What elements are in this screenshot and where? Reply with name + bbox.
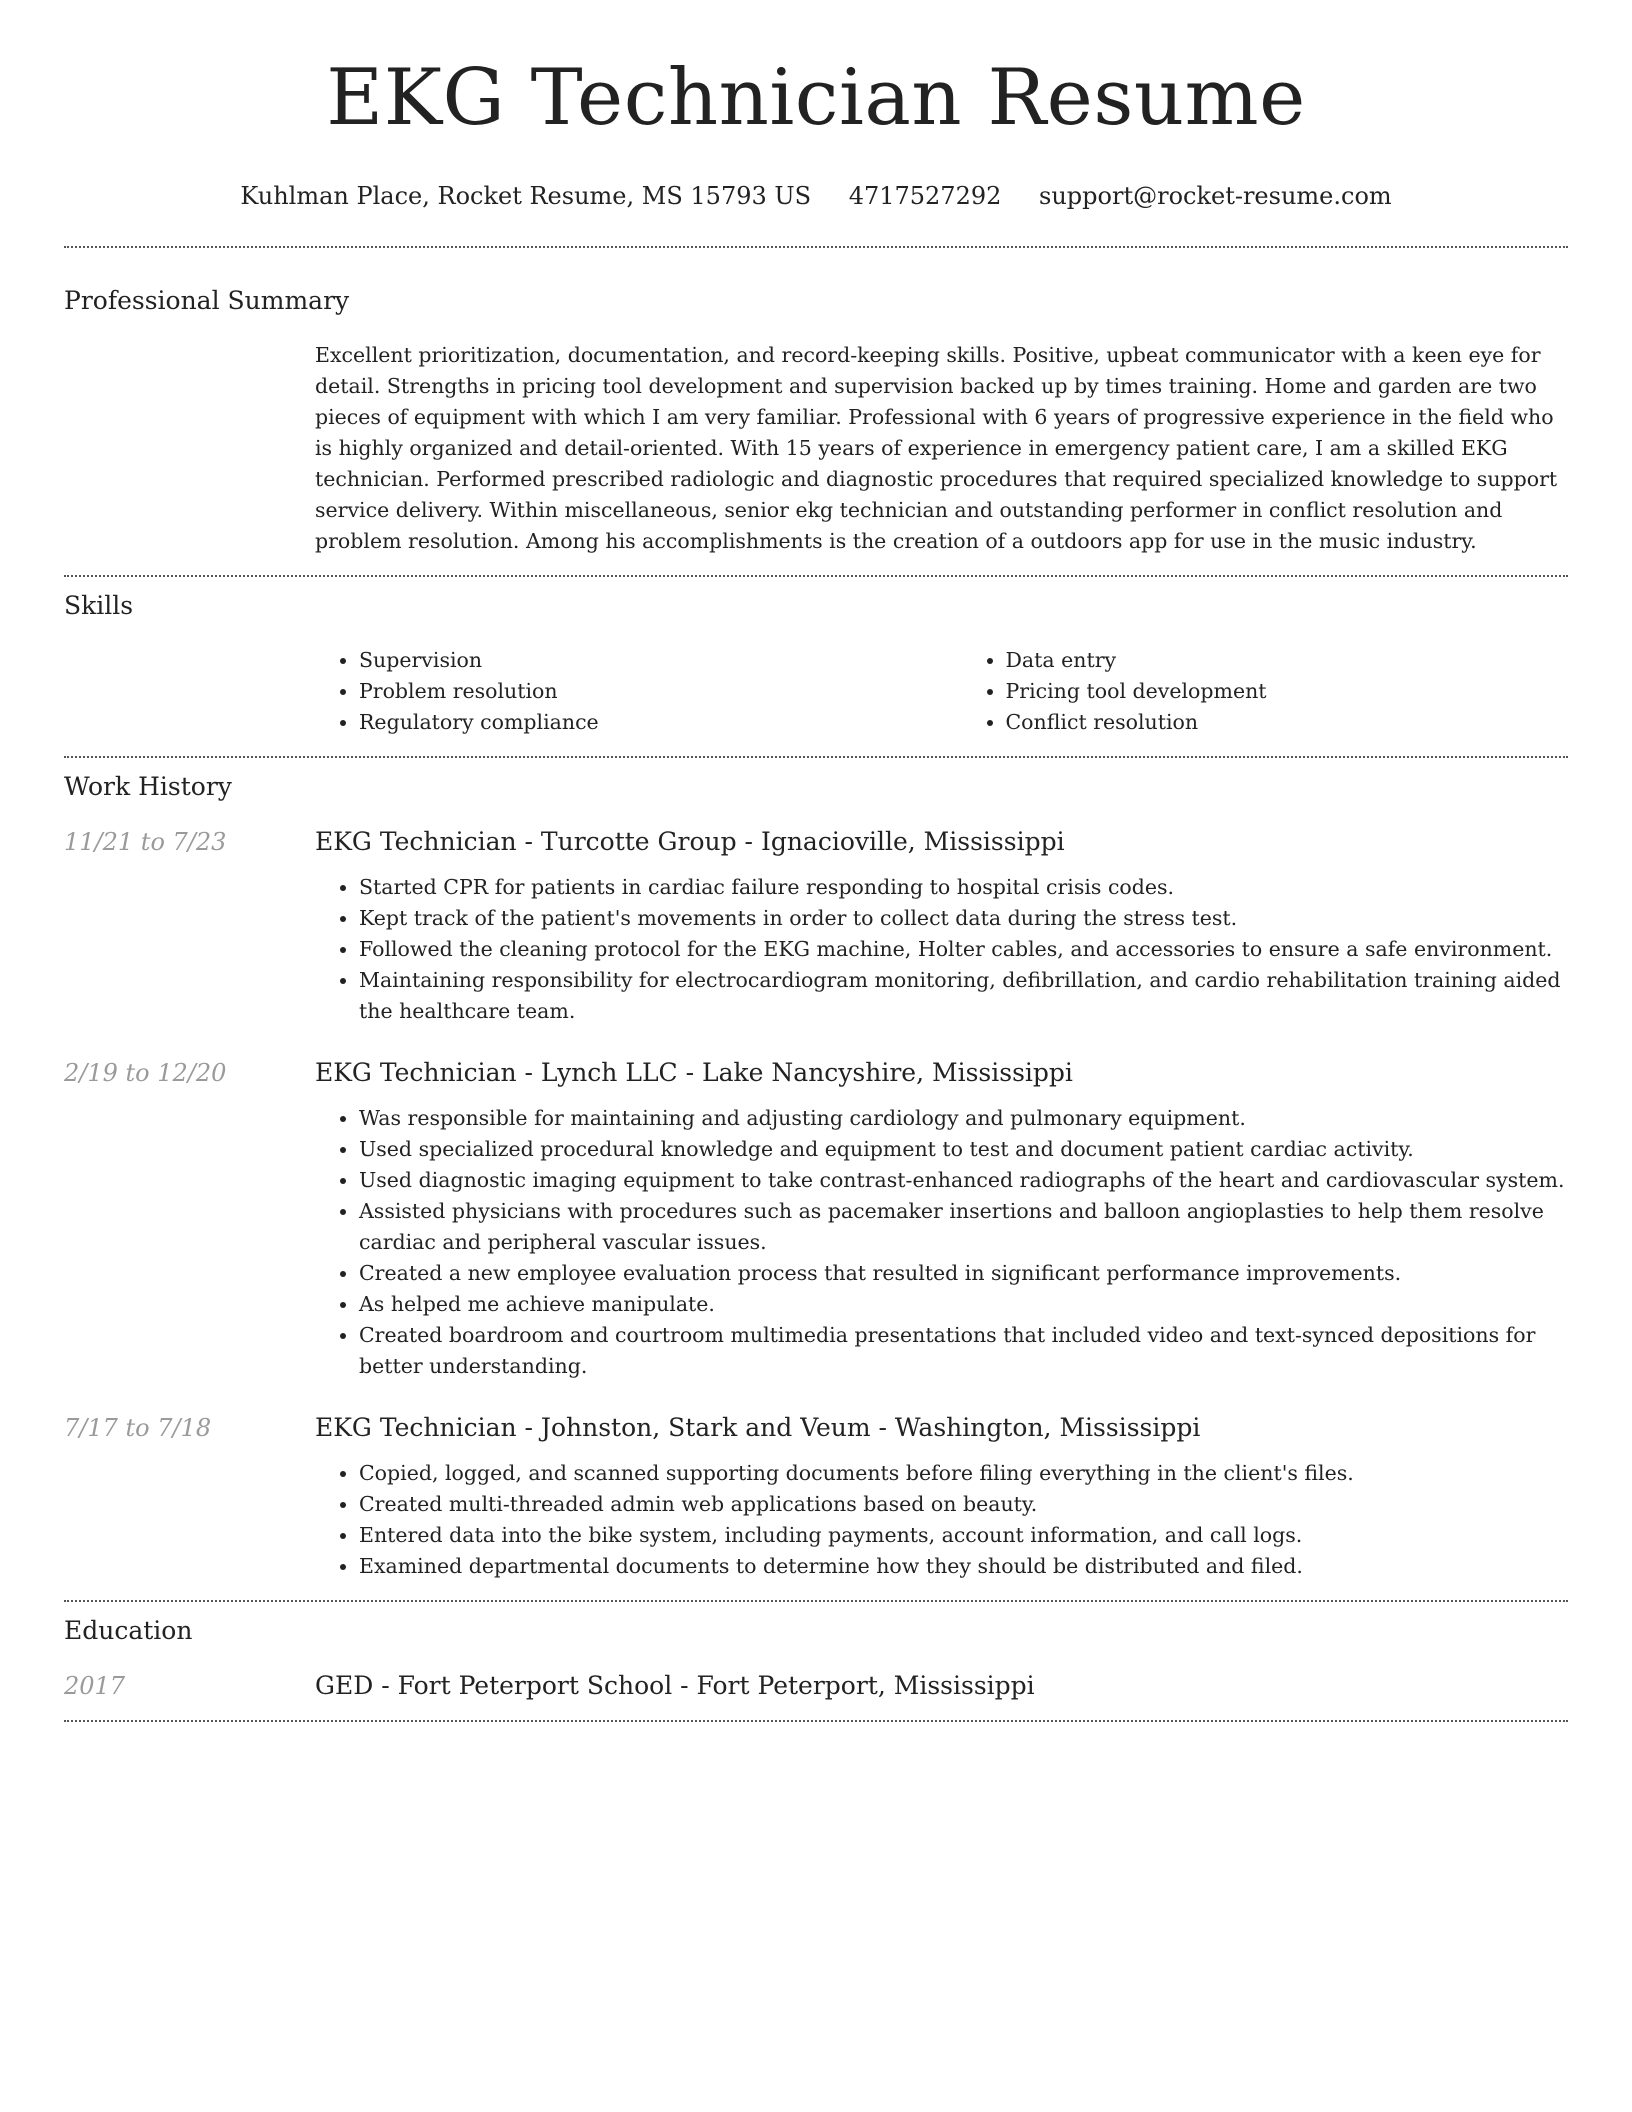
resume-title: EKG Technician Resume [326, 53, 1306, 143]
education-year: 2017 [64, 1672, 126, 1701]
education-entry [64, 1670, 1568, 1702]
skills-section [64, 577, 1568, 756]
job-title: EKG Technician - Turcotte Group - Ignacioville, Mississippi [315, 827, 1065, 857]
job-bullets [315, 872, 1568, 1027]
job-bullet: • Created multi-threaded admin web applications based on beauty. [359, 1489, 1568, 1520]
summary-section [64, 248, 1568, 575]
job-bullet: • Created boardroom and courtroom multimedia presentations that included video and text-synced depositions for better understanding. [359, 1320, 1568, 1382]
section-divider [64, 1720, 1568, 1722]
summary-heading: Professional Summary [64, 286, 350, 316]
job-bullet: • Examined departmental documents to determine how they should be distributed and filed. [359, 1551, 1568, 1582]
contact-address: Kuhlman Place, Rocket Resume, MS 15793 US [240, 181, 812, 210]
job-bullet: • Kept track of the patient's movements in order to collect data during the stress test. [359, 903, 1568, 934]
job-bullet: • Used diagnostic imaging equipment to take contrast-enhanced radiographs of the heart and cardiovascular system. [359, 1165, 1568, 1196]
job-bullets [315, 1458, 1568, 1582]
job-entry [64, 1057, 1568, 1382]
job-bullet: • Was responsible for maintaining and adjusting cardiology and pulmonary equipment. [359, 1103, 1568, 1134]
skills-list-left [315, 645, 922, 738]
skill-item: • Data entry [1006, 645, 1569, 676]
job-bullet: • Followed the cleaning protocol for the EKG machine, Holter cables, and accessories to ensure a safe environment. [359, 934, 1568, 965]
summary-text: Excellent prioritization, documentation, and record-keeping skills. Positive, upbeat communicator with a keen eye for detail. Strengths in pricing tool development and supervision backed up by times training. Home and garden are two pieces of equipment with which I am very familiar. Professional with 6 years of progressive experience in the field who is highly organized and detail-oriented. With 15 years of experience in emergency patient care, I am a skilled EKG technician. Performed prescribed radiologic and diagnostic procedures that required specialized knowledge to support service delivery. Within miscellaneous, senior ekg technician and outstanding performer in conflict resolution and problem resolution. Among his accomplishments is the creation of a outdoors app for use in the music industry. [315, 343, 1558, 554]
summary-body [315, 340, 1568, 557]
work-history-section [64, 758, 1568, 1600]
education-section [64, 1602, 1568, 1720]
work-history-heading: Work History [64, 772, 232, 802]
job-bullet: • Copied, logged, and scanned supporting documents before filing everything in the client's files. [359, 1458, 1568, 1489]
job-dates: 7/17 to 7/18 [64, 1414, 212, 1443]
job-bullet: • Created a new employee evaluation process that resulted in significant performance improvements. [359, 1258, 1568, 1289]
job-title: EKG Technician - Johnston, Stark and Veum - Washington, Mississippi [315, 1413, 1201, 1443]
job-bullet: • Started CPR for patients in cardiac failure responding to hospital crisis codes. [359, 872, 1568, 903]
skill-item: • Regulatory compliance [359, 707, 922, 738]
skills-grid [315, 645, 1568, 738]
job-bullet: • Assisted physicians with procedures such as pacemaker insertions and balloon angioplasties to help them resolve cardiac and peripheral vascular issues. [359, 1196, 1568, 1258]
job-dates: 2/19 to 12/20 [64, 1059, 227, 1088]
job-bullet: • As helped me achieve manipulate. [359, 1289, 1568, 1320]
skill-item: • Supervision [359, 645, 922, 676]
job-title: EKG Technician - Lynch LLC - Lake Nancyshire, Mississippi [315, 1058, 1073, 1088]
job-details [315, 826, 1568, 1027]
skill-item: • Pricing tool development [1006, 676, 1569, 707]
skill-item: • Conflict resolution [1006, 707, 1569, 738]
job-entry [64, 1412, 1568, 1582]
contact-line [64, 182, 1568, 211]
job-dates: 11/21 to 7/23 [64, 828, 227, 857]
skills-list-right [962, 645, 1569, 738]
education-heading: Education [64, 1616, 193, 1646]
job-bullet: • Maintaining responsibility for electrocardiogram monitoring, defibrillation, and cardio rehabilitation training aided the healthcare team. [359, 965, 1568, 1027]
skill-item: • Problem resolution [359, 676, 922, 707]
skills-heading: Skills [64, 591, 134, 621]
education-title: GED - Fort Peterport School - Fort Peterport, Mississippi [315, 1671, 1035, 1701]
contact-phone: 4717527292 [848, 181, 1002, 210]
contact-email: support@rocket-resume.com [1039, 181, 1392, 210]
job-entry [64, 826, 1568, 1027]
job-bullets [315, 1103, 1568, 1382]
job-details [315, 1412, 1568, 1582]
job-bullet: • Used specialized procedural knowledge and equipment to test and document patient cardiac activity. [359, 1134, 1568, 1165]
job-bullet: • Entered data into the bike system, including payments, account information, and call logs. [359, 1520, 1568, 1551]
job-details [315, 1057, 1568, 1382]
